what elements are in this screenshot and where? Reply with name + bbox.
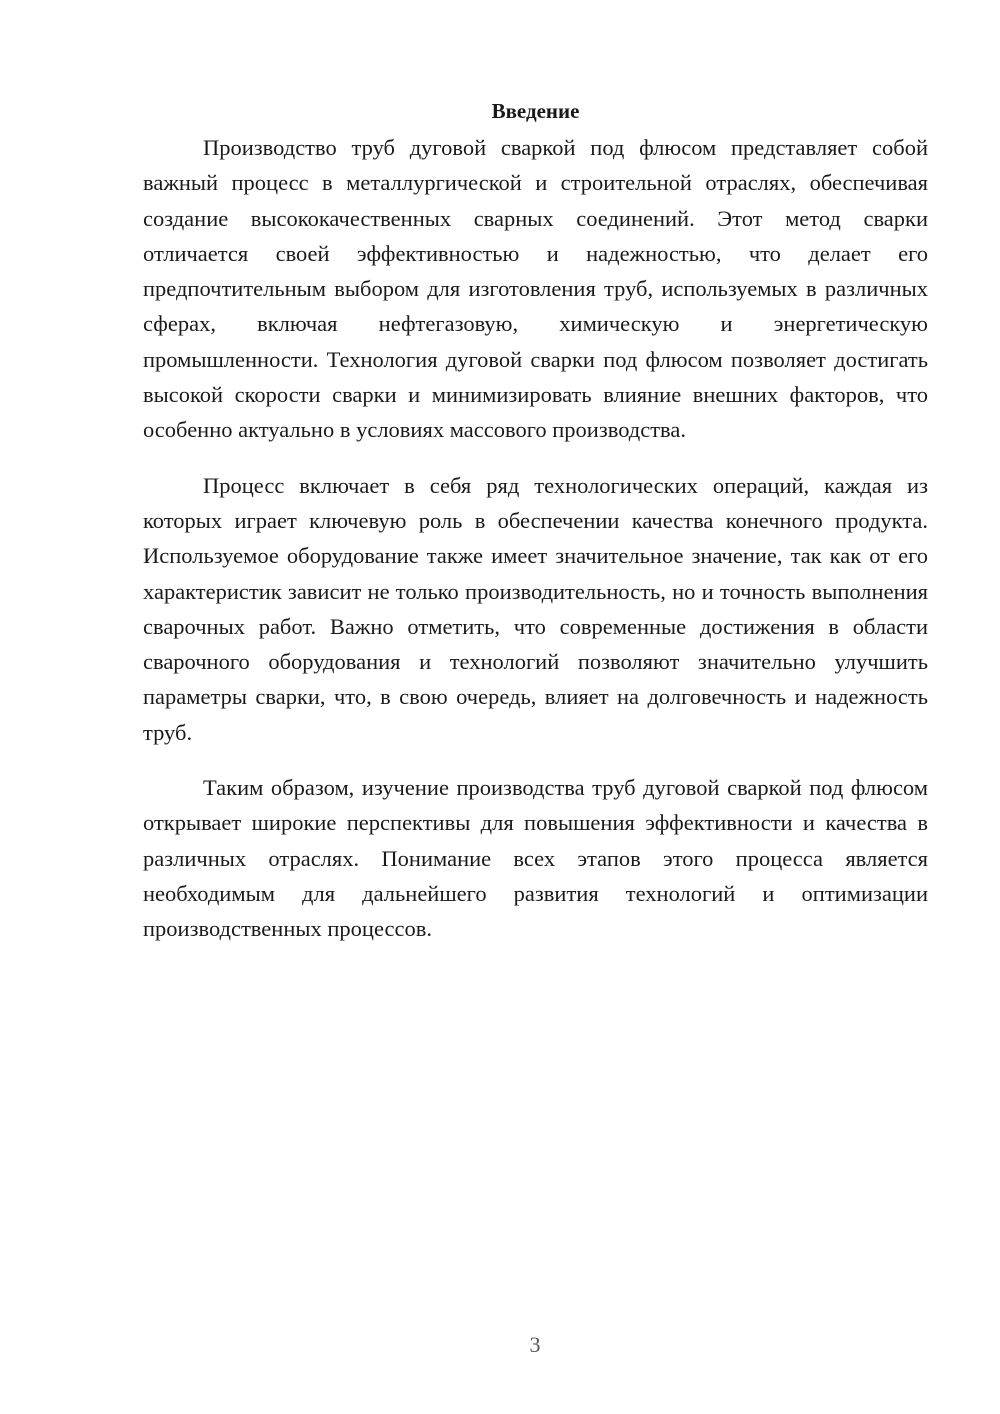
page-content <box>143 94 928 947</box>
section-title: Введение <box>491 99 580 123</box>
paragraph-1: Производство труб дуговой сваркой под флюсом представляет собой важный процесс в металлургической и строительной отраслях, обеспечивая создание высококачественных сварных соединений. Этот метод сварки отличается своей эффективностью и надежностью, что делает его предпочтительным выбором для изготовления труб, используемых в различных сферах, включая нефтегазовую, химическую и энергетическую промышленности. Технология дуговой сварки под флюсом позволяет достигать высокой скорости сварки и минимизировать влияние внешних факторов, что особенно актуально в условиях массового производства. <box>143 135 928 443</box>
page-number: 3 <box>529 1332 541 1357</box>
paragraph-3: Таким образом, изучение производства труб дуговой сваркой под флюсом открывает широкие перспективы для повышения эффективности и качества в различных отраслях. Понимание всех этапов этого процесса является необходимым для дальнейшего развития технологий и оптимизации производственных процессов. <box>143 775 928 942</box>
paragraph-2: Процесс включает в себя ряд технологических операций, каждая из которых играет ключевую роль в обеспечении качества конечного продукта. Используемое оборудование также имеет значительное значение, так как от его характеристик зависит не только производительность, но и точность выполнения сварочных работ. Важно отметить, что современные достижения в области сварочного оборудования и технологий позволяют значительно улучшить параметры сварки, что, в свою очередь, влияет на долговечность и надежность труб. <box>143 472 928 745</box>
